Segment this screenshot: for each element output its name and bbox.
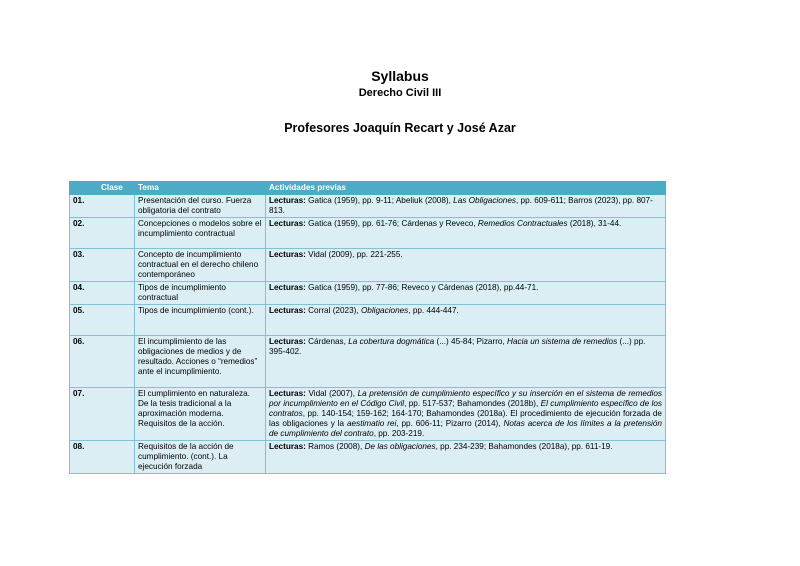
- class-topic: Tipos de incumplimiento (cont.).: [135, 305, 266, 336]
- reading-text: Vidal (2007),: [308, 389, 358, 398]
- reading-text: (...) pp. 395-402.: [269, 337, 646, 356]
- reading-text: Gatica (1959), pp. 61-76; Cárdenas y Reveco,: [308, 219, 478, 228]
- table-header-row: [70, 182, 666, 195]
- class-number: 05.: [70, 305, 135, 336]
- column-header-clase: Clase: [70, 182, 135, 195]
- readings-label: Lecturas:: [269, 442, 306, 451]
- prior-activities: [266, 305, 666, 336]
- readings-label: Lecturas:: [269, 283, 306, 292]
- class-topic: Tipos de incumplimiento contractual: [135, 282, 266, 305]
- reading-text: , pp. 140-154; 159-162; 164-170; Bahamondes (2018a). El procedimiento de ejecución forzada de las obligaciones y la: [269, 409, 662, 428]
- reading-text: , pp. 444-447.: [408, 306, 459, 315]
- class-number: 01.: [70, 195, 135, 218]
- reading-text: , pp. 203-219.: [373, 429, 425, 438]
- document-title: Syllabus: [371, 68, 429, 84]
- reading-text: , pp. 517-537; Bahamondes (2018b),: [404, 399, 541, 408]
- class-topic: El incumplimiento de las obligaciones de medios y de resultado. Acciones o “remedios” ante el incumplimiento.: [135, 336, 266, 388]
- prior-activities: [266, 282, 666, 305]
- reading-title: Obligaciones: [360, 306, 409, 315]
- professors-line: Profesores Joaquín Recart y José Azar: [284, 121, 516, 135]
- prior-activities: [266, 336, 666, 388]
- class-number: 06.: [70, 336, 135, 388]
- readings-label: Lecturas:: [269, 389, 306, 398]
- reading-title: Remedios Contractuales: [477, 219, 568, 228]
- column-header-actividades: Actividades previas: [266, 182, 666, 195]
- reading-text: (...) 45-84; Pizarro,: [434, 337, 508, 346]
- prior-activities: [266, 441, 666, 474]
- class-topic: El cumplimiento en naturaleza. De la tesis tradicional a la aproximación moderna. Requisitos de la acción.: [135, 388, 266, 441]
- reading-text: , pp. 234-239; Bahamondes (2018a), pp. 611-19.: [435, 442, 613, 451]
- reading-title: La pretensión de cumplimiento específico y su inserción en el sistema de remedios por incumplimiento en el Código Civil: [269, 389, 662, 408]
- class-number: 07.: [70, 388, 135, 441]
- prior-activities: [266, 388, 666, 441]
- reading-text: , pp. 606-11; Pizarro (2014),: [396, 419, 504, 428]
- reading-text: , pp. 609-611; Barros (2023), pp. 807-813.: [269, 196, 653, 215]
- reading-title: aestimatio rei: [347, 419, 397, 428]
- readings-label: Lecturas:: [269, 306, 306, 315]
- reading-title: De las obligaciones: [364, 442, 436, 451]
- class-number: 02.: [70, 218, 135, 249]
- table-row: [70, 336, 666, 388]
- class-number: 03.: [70, 249, 135, 282]
- readings-label: Lecturas:: [269, 337, 306, 346]
- table-row: [70, 282, 666, 305]
- reading-text: Vidal (2009), pp. 221-255.: [308, 250, 403, 259]
- prior-activities: [266, 249, 666, 282]
- reading-text: Gatica (1959), pp. 77-86; Reveco y Cárdenas (2018), pp.44-71.: [308, 283, 539, 292]
- readings-label: Lecturas:: [269, 196, 306, 205]
- column-header-tema: Tema: [135, 182, 266, 195]
- table-row: [70, 441, 666, 474]
- class-topic: Requisitos de la acción de cumplimiento. (cont.). La ejecución forzada: [135, 441, 266, 474]
- syllabus-table: [69, 181, 666, 474]
- prior-activities: [266, 195, 666, 218]
- table-row: [70, 218, 666, 249]
- class-topic: Presentación del curso. Fuerza obligatoria del contrato: [135, 195, 266, 218]
- reading-text: Cárdenas,: [308, 337, 349, 346]
- class-topic: Concepto de incumplimiento contractual en el derecho chileno contemporáneo: [135, 249, 266, 282]
- class-number: 04.: [70, 282, 135, 305]
- reading-title: Notas acerca de los límites a la pretensión de cumplimiento del contrato: [269, 419, 662, 438]
- reading-title: Hacia un sistema de remedios: [507, 337, 618, 346]
- class-number: 08.: [70, 441, 135, 474]
- reading-title: Las Obligaciones: [453, 196, 516, 205]
- class-topic: Concepciones o modelos sobre el incumplimiento contractual: [135, 218, 266, 249]
- table-row: [70, 388, 666, 441]
- table-row: [70, 249, 666, 282]
- reading-title: La cobertura dogmática: [348, 337, 435, 346]
- readings-label: Lecturas:: [269, 219, 306, 228]
- table-row: [70, 305, 666, 336]
- prior-activities: [266, 218, 666, 249]
- reading-title: El cumplimiento específico de los contratos: [269, 399, 662, 418]
- readings-label: Lecturas:: [269, 250, 306, 259]
- reading-text: Gatica (1959), pp. 9-11; Abeliuk (2008),: [308, 196, 454, 205]
- course-subtitle: Derecho Civil III: [358, 87, 442, 99]
- reading-text: (2018), 31-44.: [567, 219, 622, 228]
- reading-text: Corral (2023),: [308, 306, 361, 315]
- reading-text: Ramos (2008),: [308, 442, 365, 451]
- table-row: [70, 195, 666, 218]
